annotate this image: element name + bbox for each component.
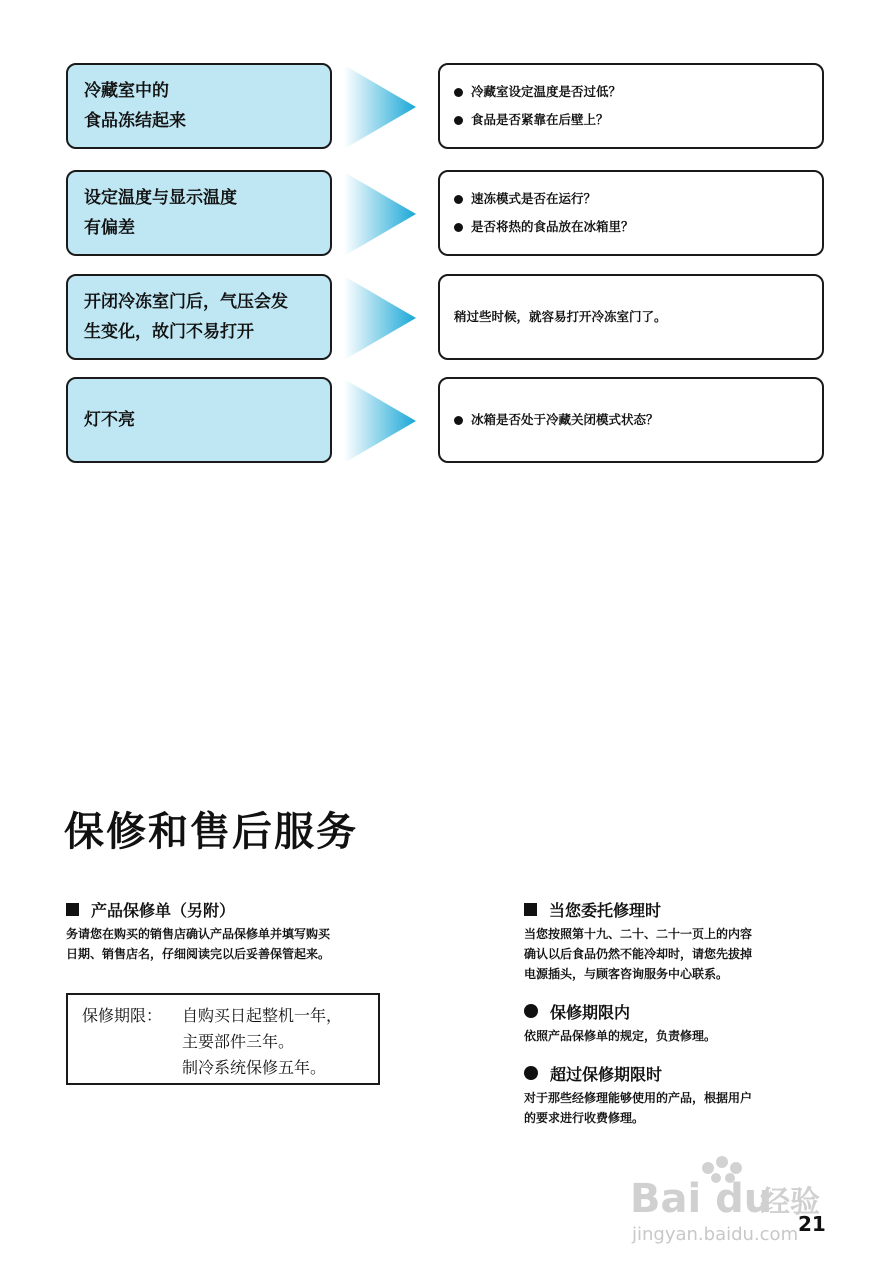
watermark-cn: 经验 [760,1185,820,1220]
trouble-row [0,377,885,467]
trouble-row [0,63,885,153]
section-heading [524,1060,834,1086]
answer-item [454,303,808,331]
paragraph [524,924,834,984]
answer-item [454,78,808,106]
problem-box [66,274,332,360]
watermark-url: jingyan.baidu.com [632,1224,799,1245]
heading-text: 当您委托修理时 [549,900,662,920]
section-heading [524,998,834,1024]
trouble-row [0,170,885,260]
section-heading [66,896,446,922]
answer-text: 稍过些时候，就容易打开冷冻室门了。 [454,309,667,324]
problem-box [66,170,332,256]
answer-item [454,106,808,134]
trouble-row [0,274,885,364]
text-line: 依照产品保修单的规定，负责修理。 [524,1029,717,1043]
heading-text: 产品保修单（另附） [91,900,236,920]
answer-text: 冷藏室设定温度是否过低？ [471,84,622,99]
bullet-icon [454,223,463,232]
answer-item [454,406,808,434]
paragraph [524,1026,834,1046]
problem-text: 灯不亮 [84,410,135,430]
text-line: 务请您在购买的销售店确认产品保修单并填写购买 [66,927,331,941]
answer-text: 是否将热的食品放在冰箱里？ [471,219,634,234]
warranty-line: 制冷系统保修五年。 [182,1058,327,1077]
answer-text: 食品是否紧靠在后壁上？ [471,112,609,127]
text-line: 对于那些经修理能够使用的产品，根据用户 [524,1091,753,1105]
paragraph [524,1088,834,1128]
problem-text: 食品冻结起来 [84,111,186,131]
answer-text: 冰箱是否处于冷藏关闭模式状态？ [471,412,659,427]
bullet-icon [454,195,463,204]
text-line: 确认以后食品仍然不能冷却时，请您先拔掉 [524,947,753,961]
problem-text: 冷藏室中的 [84,81,169,101]
heading-text: 保修期限内 [550,1002,631,1022]
bullet-icon [524,1066,538,1080]
warranty-label: 保修期限： [82,1006,163,1025]
problem-text: 有偏差 [84,218,135,238]
answer-box [438,274,824,360]
problem-box [66,63,332,149]
square-bullet-icon [66,903,79,916]
text-line: 电源插头，与顾客咨询服务中心联系。 [524,967,729,981]
problem-text: 设定温度与显示温度 [84,188,237,208]
warranty-line: 自购买日起整机一年， [182,1006,343,1025]
repair-info-section [524,896,834,1128]
paragraph [66,924,446,964]
bullet-icon [454,88,463,97]
square-bullet-icon [524,903,537,916]
arrow-right-icon [344,379,416,463]
answer-item [454,185,808,213]
answer-box [438,377,824,463]
bullet-icon [524,1004,538,1018]
warranty-line: 主要部件三年。 [182,1032,295,1051]
section-title: 保修和售后服务 [64,809,358,855]
warranty-card-section [66,896,446,964]
text-line: 日期、销售店名，仔细阅读完以后妥善保管起来。 [66,947,331,961]
answer-box [438,63,824,149]
answer-item [454,213,808,241]
answer-text: 速冻模式是否在运行？ [471,191,597,206]
arrow-right-icon [344,65,416,149]
text-line: 的要求进行收费修理。 [524,1111,645,1125]
problem-box [66,377,332,463]
arrow-right-icon [344,276,416,360]
problem-text: 开闭冷冻室门后，气压会发 [84,292,288,312]
warranty-period-box [66,993,380,1085]
answer-box [438,170,824,256]
section-heading [524,896,834,922]
text-line: 当您按照第十九、二十、二十一页上的内容 [524,927,753,941]
arrow-right-icon [344,172,416,256]
watermark-brand: Bai du [630,1176,773,1222]
problem-text: 生变化，故门不易打开 [84,322,254,342]
bullet-icon [454,116,463,125]
heading-text: 超过保修期限时 [550,1064,663,1084]
bullet-icon [454,416,463,425]
page-number: 21 [798,1212,826,1236]
